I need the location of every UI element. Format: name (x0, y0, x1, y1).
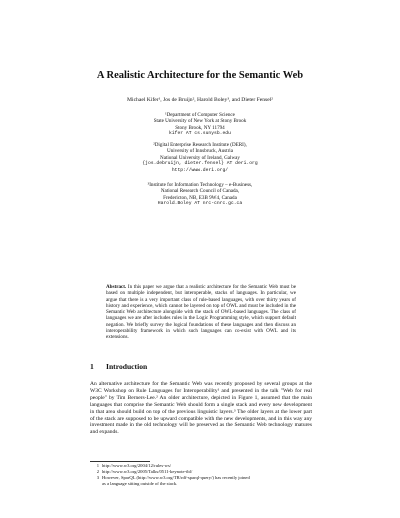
intro-paragraph: An alternative architecture for the Semantic Web was recently proposed by several groups at the W3C Workshop on Rule Languages for Interoperability¹ and presented in the talk "Web for real people" by Tim Berners-Lee.² An older architecture, depicted in Figure 1, assumed that the main languages that comprise the Semantic Web should form a single stack and every new development in that area should build on top of the previous linguistic layers.³ The older layers at the lower part of the stack are supposed to be upward compatible with the new developments, and in this way any investment made in the old technology will be preserved as the Semantic Web technology matures and expands. (90, 381, 312, 436)
affiliation-line: Stony Brook, NY 11794 (175, 124, 225, 131)
affiliation-email: kifer AT cs.sunysb.edu (169, 131, 231, 137)
abstract-label: Abstract. (106, 284, 127, 290)
paper-title: A Realistic Architecture for the Semantic Web (96, 70, 304, 81)
section-number: 1 (90, 362, 94, 371)
affiliation-email: {jos.debruijn, dieter.fensel} AT deri.org (142, 161, 258, 167)
affiliation-line: ²Digital Enterprise Research Institute (DERI), (153, 142, 247, 148)
footnotes (90, 463, 312, 487)
affiliation-line: ³Institute for Information Technology – e-Business, (147, 182, 253, 188)
footnote-text: http://www.w3.org/2004/12/rules-ws/ (102, 463, 172, 468)
footnote-text: http://www.w3.org/2005/Talks/0511-keynote-tbl/ (102, 468, 193, 474)
affiliation-url: http://www.deri.org/ (171, 167, 229, 173)
affiliation-email: Harold.Boley AT nrc-cnrc.gc.ca (157, 201, 243, 207)
footnote-continuation: as a language sitting outside of the stack. (102, 480, 178, 486)
footnote-rule (90, 461, 150, 462)
affiliation-3 (0, 182, 400, 208)
abstract (106, 284, 296, 341)
section-title: Introduction (106, 362, 148, 371)
footnote-mark: 2 (96, 468, 99, 474)
affiliation-line: National University of Ireland, Galway (160, 154, 240, 161)
footnote-mark: 3 (96, 474, 99, 480)
abstract-text: In this paper we argue that a realistic architecture for the Semantic Web must be based on multiple independent, but interoperable, stacks of languages. In particular, we argue that there is a very important class of rule-based languages, with over thirty years of history and experience, which cannot be layered on top of OWL and must be included in the Semantic Web architecture alongside with the stack of OWL-based languages. The class of languages we are after includes rules in the Logic Programming style, which support default negation. We briefly survey the logical foundations of these languages and then discuss an interoperability framework in which such languages can co-exist with OWL and its extensions. (106, 284, 297, 341)
affiliation-line: Fredericton, NB, E3B 9W4, Canada (163, 194, 237, 201)
footnote-text: However, SparQL (http://www.w3.org/TR/rdf-sparql-query/) has recently joined (102, 474, 250, 480)
affiliation-2 (0, 142, 400, 174)
section-heading (90, 362, 147, 371)
footnote-mark: 1 (96, 463, 99, 468)
affiliation-line: University of Innsbruck, Austria (167, 148, 233, 155)
affiliation-1 (0, 112, 400, 138)
author-list: Michael Kifer¹, Jos de Bruijn², Harold Boley³, and Dieter Fensel² (127, 97, 273, 103)
affiliation-line: National Research Council of Canada, (160, 188, 240, 195)
affiliation-line: ¹Department of Computer Science (165, 112, 235, 118)
affiliation-line: State University of New York at Stony Brook (153, 118, 247, 125)
